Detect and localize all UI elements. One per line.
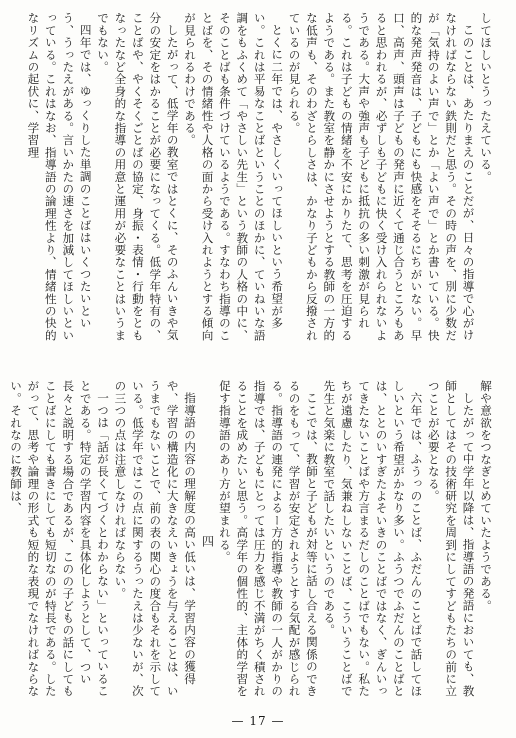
paragraph: とくに二年では、やさしくいってほしいという希望が多い。これは平易なことばということのほかに、ていねいな語調をもふくめて「やさしい先生」という教師の人格の中に、そのことばも条件づけているようである。すなわち指導のことばを、その情緒性や人格の面から受け入れようとする傾向が見られるわけである。	[183, 12, 285, 342]
paragraph: したがって、低学年の教室ではとくに、そのふんいきや気分の安定をはかることが必要になってくる。低学年特有の、ことばや、やくそくごとばの協定、身振・表情・行動をともなったなど全身的な指導の用意と運用が必要なことはいうまでもない。	[96, 12, 180, 342]
paragraph: 指導語の内容の理解度の高い低いは、学習内容の獲得や、学習の構造化に大きなえいきょうを与えることは、いうまでもないことで、前の表の関心の度合もそれを示している。低学年ではこの点に関するうったえは少ないが、次の三つの点は注意しなければならない。	[113, 380, 198, 698]
paragraph: このことは、あたりまえのことだが、日々の指導で心がけなければならない鉄則だと思う。その時の声を、別に少数だが「気持のよい声で」とか「よい声で」とか書いている。快的な発声発音は、子どもにも快感をそそるにちがいない。早口、高声、頭声は子どもの発声に近くて通じ合うところもあると思われるが、必ずしも子どもに快く受け入れられないようである。大声や強声も子どもに抵抗の多い刺激が見られる。これは子どもの情緒を不安にかりたて、思考を圧迫するようである。また教室を静かにさせようとする教師の一方的な低声も、そのわざとらしさは、かなり子どもから反撥されているのが見られる。	[287, 12, 476, 342]
paragraph: したがって中学年以降は、指導語の発語においても、教師としてはその技術研究を周到にしてすどもたちの前に立つことが必要となる。	[426, 380, 476, 698]
paragraph: 六年では、ふうっのことば、ふだんのことばで話してほしいという希望がかなり多い。ふうつでふだんのことばとは、ととのいすぎたよそいきのことばではなく、ぎんいってきたないことばや方言まるだしのことばでもない。私たちが遠慮したり、気兼ねしないことば、こういうことばで先生と気楽に教室で話したいというのである。	[322, 380, 424, 698]
paragraph: してほしいとうったえている。	[479, 12, 493, 183]
paragraph: ここでは、教師と子どもが対等に話し合える関係のできるのをもって、学習が安定されようとする気配が感じられる。指導語の連発によるー方的指導や教師の一人がかりの指導では、子どもにとっては圧力を感じ不満がちく積されることを成めたいと思う。高学年の個性的、主体的学習を促す指導語のあり方が望まれる。	[217, 380, 319, 698]
lower-text-block	[9, 380, 494, 702]
page-number: — 17 —	[231, 714, 285, 728]
paragraph: 解や意欲をつなぎとめていたようである。	[479, 380, 493, 612]
section-number: 四	[200, 534, 215, 548]
paragraph: 一つは「話が長くてづくとわからない」といっていることである。特定の学習内容を具体化しようとして、つい長々と説明する場合であるが、このの子どもの話にしてもことばにしても書きにしても短切なのが特長である。したがって、思考や論理の形式も短的な表現でなければならない。それなのに教師は、	[9, 380, 111, 698]
upper-text-block	[26, 12, 494, 344]
paragraph: 四年では、ゆっくりした単調のことばはいくつたいという、うったえがある。言いかたの速さを加減してほしいといっている。これはなお、指導語の論理性より、情緒性の快的なリズムの起伏に、学習理	[26, 12, 93, 342]
